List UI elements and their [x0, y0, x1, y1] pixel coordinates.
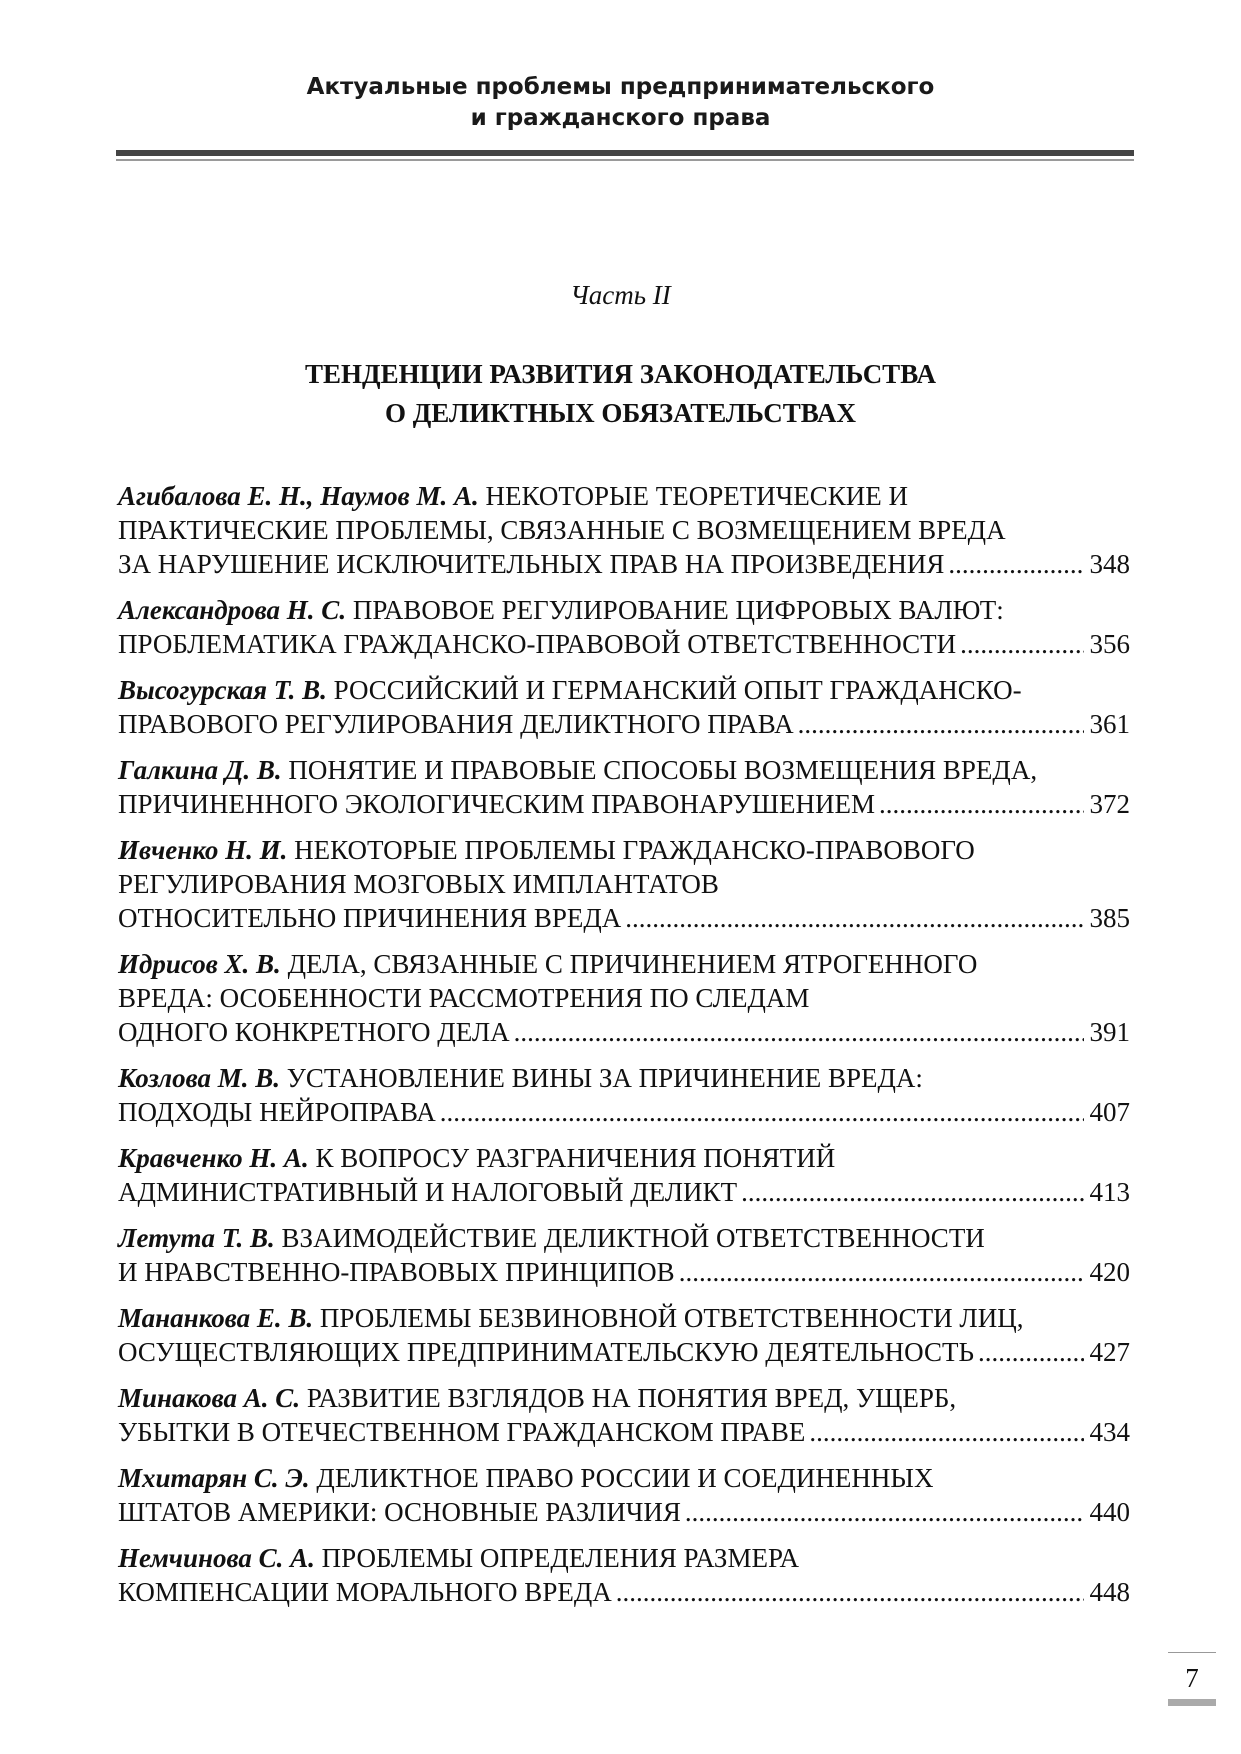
toc-title-continued: РЕГУЛИРОВАНИЯ МОЗГОВЫХ ИМПЛАНТАТОВ: [118, 869, 719, 899]
header-rule-thin: [116, 159, 1134, 161]
toc-title-continued: ВРЕДА: ОСОБЕННОСТИ РАССМОТРЕНИЯ ПО СЛЕДАМ: [118, 983, 810, 1013]
toc-author: Ивченко Н. И.: [118, 835, 288, 865]
dot-leader: [685, 1495, 1084, 1529]
dot-leader: [741, 1175, 1083, 1209]
toc-title-end: ПРАВОВОГО РЕГУЛИРОВАНИЯ ДЕЛИКТНОГО ПРАВА: [118, 709, 794, 739]
toc-entry-first-line: [118, 673, 1130, 707]
dot-leader: [798, 707, 1084, 741]
toc-title: ДЕЛА, СВЯЗАННЫЕ С ПРИЧИНЕНИЕМ ЯТРОГЕННОГО: [287, 949, 978, 979]
toc-title: ДЕЛИКТНОЕ ПРАВО РОССИИ И СОЕДИНЕННЫХ: [316, 1463, 934, 1493]
toc-entry-last-line: [118, 1335, 1130, 1369]
toc-title: ПОНЯТИЕ И ПРАВОВЫЕ СПОСОБЫ ВОЗМЕЩЕНИЯ ВРЕДА,: [288, 755, 1038, 785]
toc-entry: [118, 1061, 1130, 1129]
toc-page-number: 420: [1089, 1257, 1130, 1287]
toc-title: ПРАВОВОЕ РЕГУЛИРОВАНИЕ ЦИФРОВЫХ ВАЛЮТ:: [352, 595, 1004, 625]
toc-title: НЕКОТОРЫЕ ПРОБЛЕМЫ ГРАЖДАНСКО-ПРАВОВОГО: [294, 835, 975, 865]
toc-title: РОССИЙСКИЙ И ГЕРМАНСКИЙ ОПЫТ ГРАЖДАНСКО-: [333, 675, 1022, 705]
toc-entry-first-line: [118, 753, 1130, 787]
toc-entry: [118, 753, 1130, 821]
toc-entry-first-line: [118, 479, 1130, 513]
toc-entry: [118, 1221, 1130, 1289]
toc-author: Мхитарян С. Э.: [118, 1463, 310, 1493]
toc-entry-last-line: [118, 1415, 1130, 1449]
toc-title: ПРОБЛЕМЫ БЕЗВИНОВНОЙ ОТВЕТСТВЕННОСТИ ЛИЦ,: [319, 1303, 1024, 1333]
toc-title: К ВОПРОСУ РАЗГРАНИЧЕНИЯ ПОНЯТИЙ: [315, 1143, 836, 1173]
toc-entry-first-line: [118, 1381, 1130, 1415]
toc-entry-last-line: [118, 1575, 1130, 1609]
toc-author: Александрова Н. С.: [118, 595, 347, 625]
dot-leader: [514, 1015, 1084, 1049]
toc-entry: [118, 593, 1130, 661]
toc-title: НЕКОТОРЫЕ ТЕОРЕТИЧЕСКИЕ И: [485, 481, 909, 511]
toc-entry-last-line: [118, 627, 1130, 661]
toc-author: Кравченко Н. А.: [118, 1143, 309, 1173]
dot-leader: [809, 1415, 1083, 1449]
part-label: Часть II: [570, 280, 671, 310]
toc-title: ПРОБЛЕМЫ ОПРЕДЕЛЕНИЯ РАЗМЕРА: [321, 1543, 800, 1573]
toc-page-number: 413: [1089, 1177, 1130, 1207]
toc-entry-last-line: [118, 901, 1130, 935]
toc-entry-first-line: [118, 1221, 1130, 1255]
toc-title-end: ПОДХОДЫ НЕЙРОПРАВА: [118, 1097, 436, 1127]
toc-entry: [118, 673, 1130, 741]
toc-title-continued: ПРАКТИЧЕСКИЕ ПРОБЛЕМЫ, СВЯЗАННЫЕ С ВОЗМЕЩЕНИЕМ ВРЕДА: [118, 515, 1006, 545]
dot-leader: [879, 787, 1083, 821]
toc-entry: [118, 1301, 1130, 1369]
toc-author: Минакова А. С.: [118, 1383, 301, 1413]
header-rule: [116, 150, 1134, 156]
toc-entry-first-line: [118, 1541, 1130, 1575]
toc-page-number: 440: [1089, 1497, 1130, 1527]
toc-page-number: 407: [1089, 1097, 1130, 1127]
toc-entry-first-line: [118, 947, 1130, 981]
toc-entry-last-line: [118, 707, 1130, 741]
dot-leader: [978, 1335, 1084, 1369]
toc-page-number: 372: [1089, 789, 1130, 819]
toc-entry-last-line: [118, 1175, 1130, 1209]
toc-entry-last-line: [118, 1015, 1130, 1049]
toc-page-number: 427: [1089, 1337, 1130, 1367]
toc-entry-first-line: [118, 1061, 1130, 1095]
toc-title-end: КОМПЕНСАЦИИ МОРАЛЬНОГО ВРЕДА: [118, 1577, 612, 1607]
toc-entry: [118, 1541, 1130, 1609]
toc-entry-last-line: [118, 1495, 1130, 1529]
toc-entry: [118, 479, 1130, 581]
toc-title-end: ПРОБЛЕМАТИКА ГРАЖДАНСКО-ПРАВОВОЙ ОТВЕТСТВЕННОСТИ: [118, 629, 957, 659]
toc-author: Козлова М. В.: [118, 1063, 281, 1093]
toc-title-end: ОТНОСИТЕЛЬНО ПРИЧИНЕНИЯ ВРЕДА: [118, 903, 622, 933]
toc-author: Летута Т. В.: [118, 1223, 275, 1253]
toc-title-end: И НРАВСТВЕННО-ПРАВОВЫХ ПРИНЦИПОВ: [118, 1257, 675, 1287]
page-number-box: [1168, 1652, 1216, 1706]
dot-leader: [960, 627, 1083, 661]
running-header-line-2: и гражданского права: [470, 105, 771, 131]
toc-title: ВЗАИМОДЕЙСТВИЕ ДЕЛИКТНОЙ ОТВЕТСТВЕННОСТИ: [281, 1223, 985, 1253]
section-title: [0, 355, 1241, 433]
toc-page-number: 356: [1089, 629, 1130, 659]
toc-author: Высогурская Т. В.: [118, 675, 327, 705]
toc-author: Идрисов Х. В.: [118, 949, 281, 979]
toc-entry-first-line: [118, 1301, 1130, 1335]
table-of-contents: [118, 479, 1130, 1621]
toc-page-number: 391: [1089, 1017, 1130, 1047]
toc-page-number: 361: [1089, 709, 1130, 739]
toc-entry-last-line: [118, 1095, 1130, 1129]
toc-author: Галкина Д. В.: [118, 755, 282, 785]
toc-title: УСТАНОВЛЕНИЕ ВИНЫ ЗА ПРИЧИНЕНИЕ ВРЕДА:: [286, 1063, 923, 1093]
toc-title-end: АДМИНИСТРАТИВНЫЙ И НАЛОГОВЫЙ ДЕЛИКТ: [118, 1177, 738, 1207]
toc-author: Агибалова Е. Н., Наумов М. А.: [118, 481, 479, 511]
toc-entry: [118, 1381, 1130, 1449]
toc-author: Мананкова Е. В.: [118, 1303, 314, 1333]
toc-entry: [118, 1141, 1130, 1209]
dot-leader: [616, 1575, 1084, 1609]
running-header: [0, 72, 1241, 134]
section-title-line-1: ТЕНДЕНЦИИ РАЗВИТИЯ ЗАКОНОДАТЕЛЬСТВА: [304, 359, 937, 389]
toc-title-end: ОСУЩЕСТВЛЯЮЩИХ ПРЕДПРИНИМАТЕЛЬСКУЮ ДЕЯТЕЛЬНОСТЬ: [118, 1337, 974, 1367]
toc-entry-last-line: [118, 787, 1130, 821]
toc-title: РАЗВИТИЕ ВЗГЛЯДОВ НА ПОНЯТИЯ ВРЕД, УЩЕРБ,: [306, 1383, 957, 1413]
toc-title-end: ШТАТОВ АМЕРИКИ: ОСНОВНЫЕ РАЗЛИЧИЯ: [118, 1497, 681, 1527]
running-header-line-1: Актуальные проблемы предпринимательского: [306, 74, 935, 100]
toc-entry-first-line: [118, 593, 1130, 627]
section-title-line-2: О ДЕЛИКТНЫХ ОБЯЗАТЕЛЬСТВАХ: [384, 398, 857, 428]
toc-entry: [118, 833, 1130, 935]
toc-title-end: ОДНОГО КОНКРЕТНОГО ДЕЛА: [118, 1017, 510, 1047]
toc-title-end: УБЫТКИ В ОТЕЧЕСТВЕННОМ ГРАЖДАНСКОМ ПРАВЕ: [118, 1417, 806, 1447]
page-number: 7: [1185, 1663, 1199, 1693]
toc-title-end: ПРИЧИНЕННОГО ЭКОЛОГИЧЕСКИМ ПРАВОНАРУШЕНИЕМ: [118, 789, 876, 819]
dot-leader: [440, 1095, 1084, 1129]
toc-entry-last-line: [118, 1255, 1130, 1289]
toc-title-end: ЗА НАРУШЕНИЕ ИСКЛЮЧИТЕЛЬНЫХ ПРАВ НА ПРОИЗВЕДЕНИЯ: [118, 549, 945, 579]
toc-entry-first-line: [118, 1461, 1130, 1495]
dot-leader: [948, 547, 1083, 581]
toc-page-number: 434: [1089, 1417, 1130, 1447]
dot-leader: [679, 1255, 1084, 1289]
toc-entry-first-line: [118, 833, 1130, 867]
toc-entry-last-line: [118, 547, 1130, 581]
page-number-bar: [1168, 1699, 1216, 1706]
toc-page-number: 385: [1089, 903, 1130, 933]
toc-author: Немчинова С. А.: [118, 1543, 315, 1573]
toc-page-number: 348: [1089, 549, 1130, 579]
toc-entry: [118, 1461, 1130, 1529]
toc-entry-first-line: [118, 1141, 1130, 1175]
dot-leader: [625, 901, 1083, 935]
toc-page-number: 448: [1089, 1577, 1130, 1607]
toc-entry: [118, 947, 1130, 1049]
